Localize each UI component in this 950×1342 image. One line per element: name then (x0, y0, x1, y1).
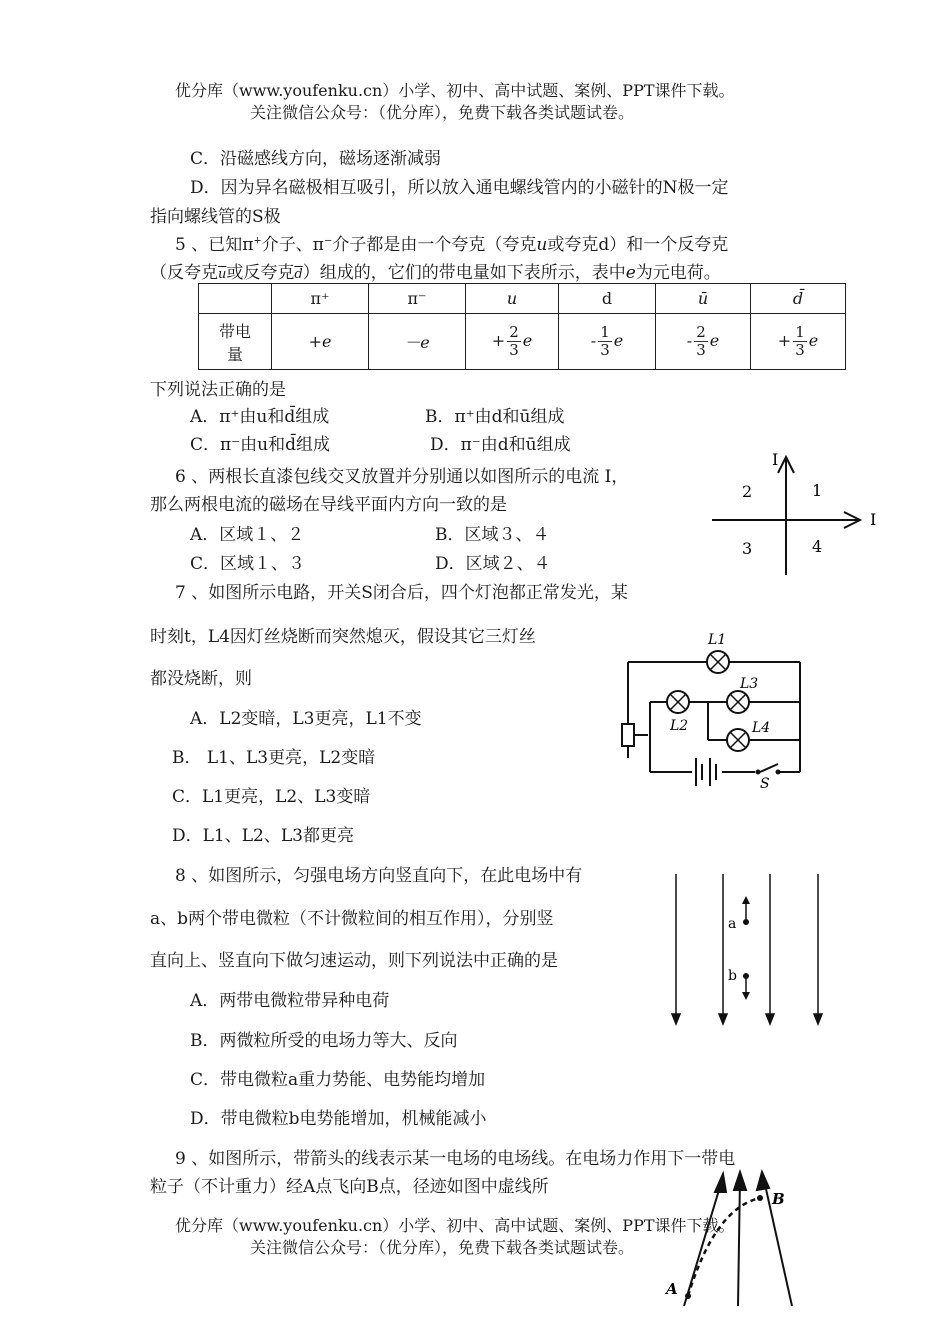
q6-stem-line1: 6 、两根长直漆包线交叉放置并分别通以如图所示的电流 I， (175, 467, 629, 487)
circuit-figure (610, 628, 810, 798)
label-l2: L2 (670, 718, 689, 734)
charge-table (198, 283, 846, 370)
point-b (757, 1195, 763, 1201)
q5-after-table: 下列说法正确的是 (150, 380, 286, 400)
label-b: B (772, 1190, 785, 1208)
point-a (685, 1293, 691, 1299)
table-header-empty (199, 284, 272, 314)
q7-option-b: B． L1、L3更亮，L2变暗 (172, 748, 376, 768)
lamp-l3-icon (727, 691, 749, 713)
table-cell-pi-plus: +e (272, 314, 369, 370)
rheostat-icon (622, 724, 634, 746)
q4-option-d-line1: D．因为异名磁极相互吸引，所以放入通电螺线管内的小磁针的N极一定 (190, 178, 729, 198)
label-b: b (728, 968, 737, 984)
table-row-label: 带电 量 (199, 314, 272, 370)
q9-stem-line1: 9 、如图所示，带箭头的线表示某一电场的电场线。在电场力作用下一带电 (175, 1149, 736, 1169)
q8-option-b: B．两微粒所受的电场力等大、反向 (190, 1031, 458, 1051)
q7-option-c: C．L1更亮，L2、L3变暗 (172, 787, 371, 807)
q4-option-d-line2: 指向螺线管的S极 (150, 207, 281, 227)
label-l3: L3 (740, 676, 759, 692)
q7-option-d: D．L1、L2、L3都更亮 (172, 826, 354, 846)
lamp-l1-icon (707, 651, 729, 673)
q8-option-a: A．两带电微粒带异种电荷 (190, 991, 390, 1011)
lamp-l4-icon (727, 729, 749, 751)
table-cell-d-bar: + $\frac{1}{3}$ e (751, 314, 846, 370)
field-lines-trajectory-figure (660, 1168, 805, 1310)
table-cell-u-bar: - $\frac{2}{3}$ e (656, 314, 751, 370)
label-a: a (728, 916, 737, 932)
q6-stem-line2: 那么两根电流的磁场在导线平面内方向一致的是 (150, 495, 507, 515)
q5-option-b: B．π⁺由d和ū组成 (425, 407, 565, 427)
q6-option-c: C．区域１、３ (190, 554, 306, 574)
q5-option-d: D．π⁻由d和ū组成 (430, 435, 571, 455)
label-l1: L1 (708, 632, 727, 648)
q8-stem-line1: 8 、如图所示，匀强电场方向竖直向下，在此电场中有 (175, 866, 583, 886)
label-a: A (666, 1280, 678, 1298)
footer-line-1: 优分库（www.youfenku.cn）小学、初中、高中试题、案例、PPT课件下载。 (175, 1216, 735, 1235)
region-3-label: 3 (742, 539, 753, 558)
lamp-l2-icon (667, 691, 689, 713)
q8-option-d: D．带电微粒b电势能增加，机械能减小 (190, 1109, 487, 1129)
region-1-label: 1 (812, 481, 823, 500)
q7-option-a: A．L2变暗，L3更亮，L1不变 (190, 709, 422, 729)
horizontal-current-label: I (870, 510, 877, 529)
q5-stem-line2: （反夸克$\overline{u}$或反夸克$\overline{d}$）组成的，它们的带电量如下表所示，表中e为元电荷。 (150, 263, 721, 283)
q5-option-c: C．π⁻由u和d̄组成 (190, 435, 330, 455)
region-2-label: 2 (742, 482, 753, 501)
table-header-u: u (466, 284, 559, 314)
particle-a (742, 896, 750, 925)
vertical-current-label: I (772, 450, 779, 469)
region-4-label: 4 (812, 537, 823, 556)
table-header-u-bar: ū (656, 284, 751, 314)
q7-stem-line2: 时刻t，L4因灯丝烧断而突然熄灭，假设其它三灯丝 (150, 627, 536, 647)
header-line-2: 关注微信公众号：（优分库），免费下载各类试题试卷。 (250, 103, 635, 122)
q7-stem-line1: 7 、如图所示电路，开关S闭合后，四个灯泡都正常发光，某 (175, 583, 628, 603)
table-header-d-bar: d̄ (751, 284, 846, 314)
q8-option-c: C．带电微粒a重力势能、电势能均增加 (190, 1070, 486, 1090)
q7-stem-line3: 都没烧断，则 (150, 669, 252, 689)
table-cell-u: + $\frac{2}{3}$ e (466, 314, 559, 370)
label-l4: L4 (752, 720, 771, 736)
table-cell-d: - $\frac{1}{3}$ e (559, 314, 656, 370)
q5-stem-line1: 5 、已知π+介子、π−介子都是由一个夸克（夸克u或夸克d）和一个反夸克 (175, 235, 729, 255)
particle-b (742, 973, 750, 1000)
q6-option-d: D．区域２、４ (435, 554, 551, 574)
q5-option-a: A．π⁺由u和d̄组成 (190, 407, 330, 427)
q6-option-a: A．区域１、２ (190, 525, 305, 545)
electric-field-figure (660, 870, 840, 1030)
q4-option-c: C．沿磁感线方向，磁场逐渐减弱 (190, 149, 442, 169)
table-header-pi-minus: π⁻ (369, 284, 466, 314)
table-header-d: d (559, 284, 656, 314)
q9-stem-line2: 粒子（不计重力）经A点飞向B点，径迹如图中虚线所 (150, 1177, 549, 1197)
label-switch: S (760, 776, 770, 792)
trajectory-dashed (688, 1198, 760, 1296)
q8-stem-line2: a、b两个带电微粒（不计微粒间的相互作用），分别竖 (150, 909, 554, 929)
table-header-pi-plus: π⁺ (272, 284, 369, 314)
crossed-wires-figure (700, 445, 890, 580)
table-cell-pi-minus: －e (369, 314, 466, 370)
q6-option-b: B．区域３、４ (435, 525, 550, 545)
header-line-1: 优分库（www.youfenku.cn）小学、初中、高中试题、案例、PPT课件下载。 (175, 81, 735, 100)
q8-stem-line3: 直向上、竖直向下做匀速运动，则下列说法中正确的是 (150, 951, 558, 971)
footer-line-2: 关注微信公众号：（优分库），免费下载各类试题试卷。 (250, 1238, 635, 1257)
